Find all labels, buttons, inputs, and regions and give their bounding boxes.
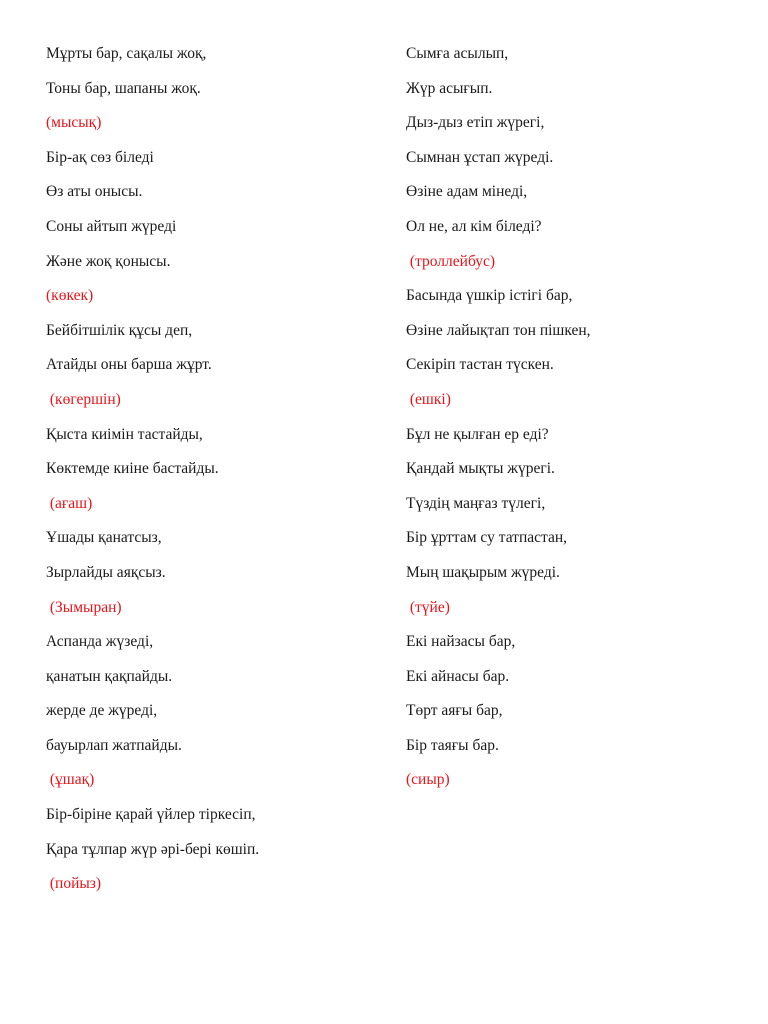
riddle-line: Соны айтып жүреді [46,217,177,235]
riddle-line: Ол не, ал кім біледі? [406,217,542,235]
riddle-line: Секіріп тастан түскен. [406,356,554,374]
riddle-line: Екі айнасы бар. [406,667,510,685]
riddle-line: Сымнан ұстап жүреді. [406,148,554,166]
riddle-answer: (сиыр) [406,771,450,789]
riddle-line: Аспанда жүзеді, [46,633,154,651]
riddle-line: Қандай мықты жүрегі. [406,460,555,478]
riddle-line: Бұл не қылған ер еді? [406,425,549,443]
riddle-line: Өзіне лайықтап тон пішкен, [406,321,591,339]
riddle-line: қанатын қақпайды. [46,667,173,685]
riddle-answer: (Зымыран) [46,598,122,616]
riddle-line: Түздің маңғаз түлегі, [406,494,546,512]
riddle-line: жерде де жүреді, [46,702,158,720]
riddle-line: Зырлайды аяқсыз. [46,563,166,581]
riddle-line: Дыз-дыз етіп жүрегі, [406,114,545,132]
riddle-line: бауырлап жатпайды. [46,736,182,754]
riddle-answer: (троллейбус) [406,252,496,270]
riddle-answer: (ағаш) [46,494,93,512]
riddle-line: Атайды оны барша жұрт. [46,356,212,374]
riddle-answer: (көгершін) [46,390,121,408]
riddle-line: Бір таяғы бар. [406,736,499,754]
riddle-line: Бір-біріне қарай үйлер тіркесіп, [46,806,256,824]
riddle-line: Басында үшкір істігі бар, [406,287,573,305]
riddle-line: Ұшады қанатсыз, [46,529,162,547]
riddle-line: Бейбітшілік құсы деп, [46,321,193,339]
riddle-line: Өз аты онысы. [46,183,143,201]
riddle-answer: (ешкі) [406,390,451,408]
riddles-column-right [406,44,736,805]
riddle-line: Қыста киімін тастайды, [46,425,203,443]
riddle-line: Мың шақырым жүреді. [406,563,560,581]
riddle-line: Екі найзасы бар, [406,633,516,651]
riddle-answer: (ұшақ) [46,771,95,789]
riddle-line: Төрт аяғы бар, [406,702,503,720]
riddles-column-left [46,44,376,909]
riddle-answer: (мысық) [46,114,102,132]
riddle-line: Жүр асығып. [406,79,493,97]
riddle-line: Бір-ақ сөз біледі [46,148,154,166]
riddle-line: Қара тұлпар жүр әрі-бері көшіп. [46,840,260,858]
riddle-line: Және жоқ қонысы. [46,252,171,270]
riddle-line: Тоны бар, шапаны жоқ. [46,79,201,97]
riddle-answer: (пойыз) [46,875,102,893]
riddle-line: Бір ұрттам су татпастан, [406,529,568,547]
riddle-line: Өзіне адам мінеді, [406,183,528,201]
riddle-answer: (түйе) [406,598,450,616]
riddle-line: Сымға асылып, [406,45,509,62]
riddle-line: Мұрты бар, сақалы жоқ, [46,45,207,62]
riddle-answer: (көкек) [46,287,94,305]
riddle-line: Көктемде киіне бастайды. [46,460,219,478]
